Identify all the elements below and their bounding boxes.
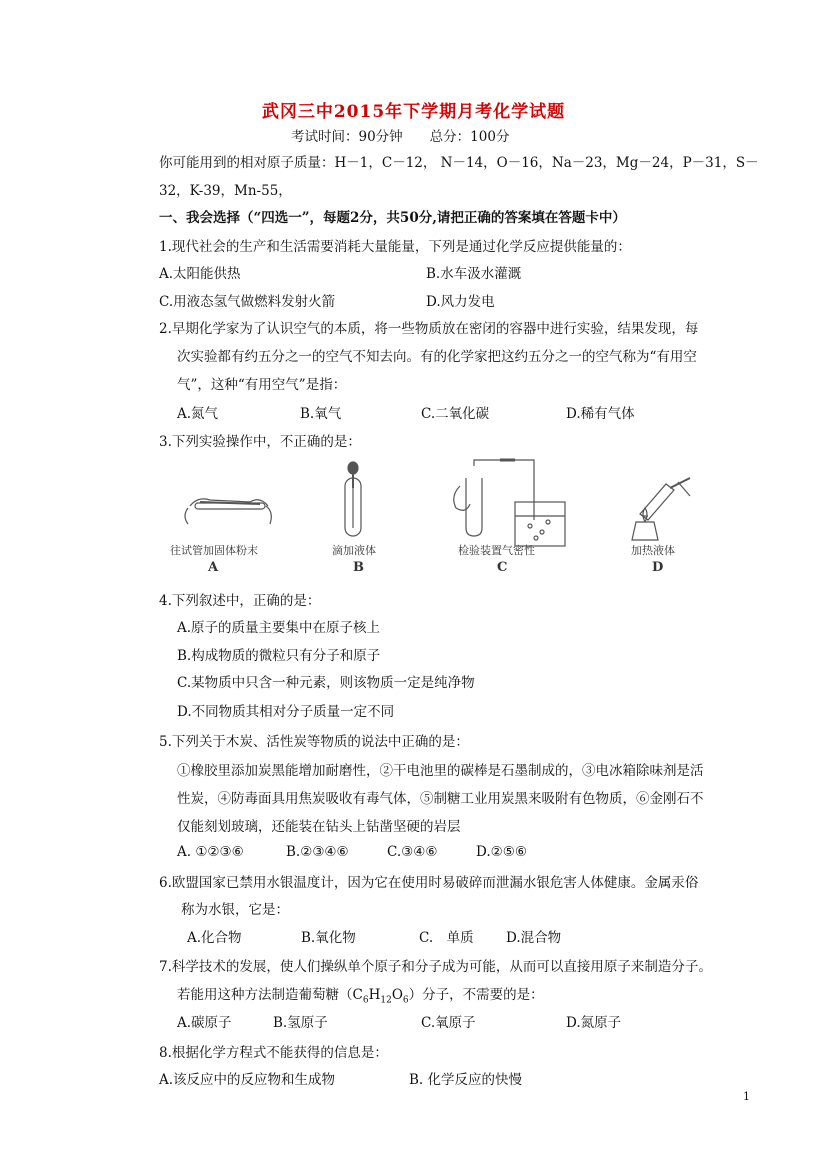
q2-option-d: D.稀有气体	[566, 406, 635, 422]
question-5-stem: 5.下列关于木炭、活性炭等物质的说法中正确的是：	[159, 734, 469, 750]
q7-option-c: C.氧原子	[421, 1015, 476, 1031]
formula-subscript-o: 6	[402, 995, 409, 1006]
question-2-line3: 气”，这种“有用空气”是指：	[177, 377, 347, 393]
page-title: 武冈三中2015年下学期月考化学试题	[261, 102, 566, 122]
figure-c-airtightness-check	[454, 460, 565, 546]
q7-line2-suffix: ）分子，不需要的是：	[408, 987, 544, 1003]
q7-option-a: A.碳原子	[177, 1015, 232, 1031]
figure-b-add-liquid	[345, 462, 361, 536]
figure-a-letter: A	[208, 560, 219, 575]
exam-info: 考试时间：90分钟 总分：100分	[291, 129, 510, 145]
q7-line2-prefix: 若能用这种方法制造葡萄糖（C	[177, 987, 363, 1003]
atomic-masses-line2: 32，K-39，Mn-55，	[159, 183, 292, 199]
question-5-line1: ①橡胶里添加炭黑能增加耐磨性，②干电池里的碳棒是石墨制成的，③电冰箱除味剂是活	[177, 763, 704, 779]
figure-c-caption: 检验装置气密性	[458, 544, 535, 557]
figure-d-letter: D	[652, 560, 664, 575]
formula-subscript-h: 12	[380, 995, 392, 1006]
q4-option-a: A.原子的质量主要集中在原子核上	[177, 620, 381, 636]
q5-option-d: D.②⑤⑥	[476, 844, 527, 860]
lab-operations-figure	[170, 458, 720, 580]
q2-option-a: A.氮气	[177, 406, 219, 422]
question-2-line2: 次实验都有约五分之一的空气不知去向。有的化学家把这约五分之一的空气称为“有用空	[177, 349, 697, 365]
figure-a-test-tube-powder	[185, 499, 271, 524]
q4-option-b: B.构成物质的微粒只有分子和原子	[177, 648, 381, 664]
q5-option-c: C.③④⑥	[387, 844, 438, 860]
q7-option-b: B.氢原子	[273, 1015, 328, 1031]
question-7-line2	[177, 983, 544, 1006]
question-2-line1: 2.早期化学家为了认识空气的本质，将一些物质放在密闭的容器中进行实验，结果发现，每	[159, 321, 699, 337]
figure-d-caption: 加热液体	[631, 544, 675, 557]
q5-option-b: B.②③④⑥	[286, 844, 349, 860]
q1-option-b: B.水车汲水灌溉	[426, 266, 522, 282]
atomic-masses-line1: 你可能用到的相对原子质量：H－1，C－12， N－14，O－16，Na－23，Mg－24，P－31，S－	[159, 155, 759, 171]
q4-option-c: C.某物质中只含一种元素，则该物质一定是纯净物	[177, 675, 475, 691]
q5-option-a: A. ①②③⑥	[177, 844, 244, 860]
q7-option-d: D.氮原子	[566, 1015, 622, 1031]
question-7-line1: 7.科学技术的发展，使人们操纵单个原子和分子成为可能，从而可以直接用原子来制造分子。	[159, 959, 712, 975]
question-1-stem: 1.现代社会的生产和生活需要消耗大量能量，下列是通过化学反应提供能量的：	[159, 239, 631, 255]
page-number: 1	[743, 1090, 750, 1103]
q1-option-a: A.太阳能供热	[159, 266, 241, 282]
formula-h: H	[368, 987, 381, 1003]
question-6-line2: 称为水银，它是：	[181, 902, 289, 918]
q1-option-c: C.用液态氢气做燃料发射火箭	[159, 294, 336, 310]
question-5-line2: 性炭，④防毒面具用焦炭吸收有毒气体，⑤制糖工业用炭黑来吸附有色物质，⑥金刚石不	[177, 791, 704, 807]
q6-option-c: C. 单质	[419, 930, 474, 946]
question-8-stem: 8.根据化学方程式不能获得的信息是：	[159, 1045, 388, 1061]
question-4-stem: 4.下列叙述中，正确的是：	[159, 593, 321, 609]
question-3-stem: 3.下列实验操作中，不正确的是：	[159, 434, 361, 450]
q2-option-c: C.二氧化碳	[421, 406, 490, 422]
q8-option-b: B. 化学反应的快慢	[409, 1072, 523, 1088]
figure-b-caption: 滴加液体	[332, 544, 376, 557]
formula-subscript-c: 6	[362, 995, 369, 1006]
question-6-line1: 6.欧盟国家已禁用水银温度计，因为它在使用时易破碎而泄漏水银危害人体健康。金属汞俗	[159, 875, 699, 891]
q6-option-a: A.化合物	[187, 930, 242, 946]
q8-option-a: A.该反应中的反应物和生成物	[159, 1072, 336, 1088]
q6-option-d: D.混合物	[506, 930, 562, 946]
q6-option-b: B.氧化物	[301, 930, 356, 946]
formula-o: O	[391, 987, 403, 1003]
q2-option-b: B.氧气	[300, 406, 342, 422]
figure-c-letter: C	[497, 560, 508, 575]
q4-option-d: D.不同物质其相对分子质量一定不同	[177, 704, 395, 720]
figure-b-letter: B	[353, 560, 364, 575]
figure-a-caption: 往试管加固体粉末	[170, 544, 258, 557]
figure-d-heat-liquid	[632, 478, 690, 540]
q1-option-d: D.风力发电	[426, 294, 495, 310]
section-header: 一、我会选择（“四选一”，每题2分，共50分,请把正确的答案填在答题卡中）	[159, 210, 626, 226]
question-5-line3: 仅能刻划玻璃，还能装在钻头上钻凿坚硬的岩层	[177, 819, 461, 835]
